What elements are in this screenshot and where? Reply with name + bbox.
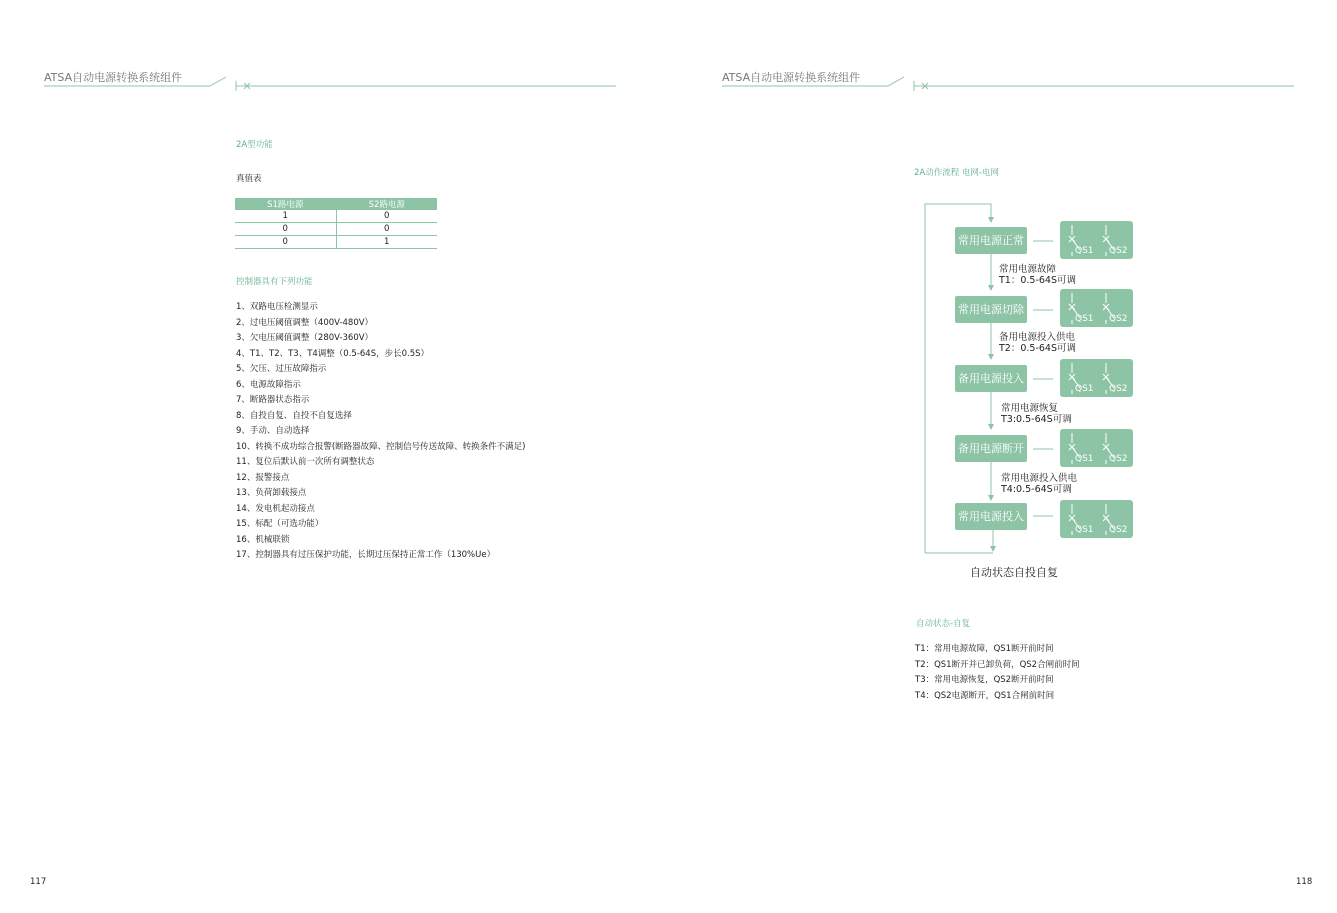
list-item: 2、过电压阈值调整（400V-480V）	[236, 317, 374, 328]
table-cell: 1	[235, 210, 336, 223]
switch-label: QS1	[1075, 525, 1094, 535]
truth-table-header: S2路电源	[336, 198, 437, 210]
left-page-header: ATSA自动电源转换系统组件	[44, 71, 183, 84]
transition-time: T4:0.5-64S可调	[1001, 484, 1072, 495]
switch-symbol	[1060, 359, 1133, 397]
list-item: 12、报警接点	[236, 472, 290, 483]
list-item: 6、电源故障指示	[236, 379, 301, 390]
transition-time: T1：0.5-64S可调	[999, 275, 1077, 286]
switch-symbol	[1060, 221, 1133, 259]
switch-diagram	[1060, 289, 1133, 327]
transition-time: T2：0.5-64S可调	[999, 343, 1077, 354]
flow-state-box: 常用电源正常	[955, 227, 1027, 254]
list-item: 9、手动、自动选择	[236, 426, 310, 436]
list-item: 1、双路电压检测显示	[236, 302, 318, 312]
list-item: 16、机械联锁	[236, 534, 290, 545]
switch-label: QS2	[1109, 454, 1128, 464]
list-item: 7、断路器状态指示	[236, 395, 310, 405]
list-item: 3、欠电压阈值调整（280V-360V）	[236, 333, 374, 343]
page-number-left: 117	[30, 877, 47, 887]
list-item: T4：QS2电源断开，QS1合闸前时间	[915, 690, 1055, 701]
flow-title: 2A动作流程 电网-电网	[914, 168, 999, 178]
switch-diagram	[1060, 500, 1133, 538]
switch-symbol	[1060, 500, 1133, 538]
list-item: 11、复位后默认前一次所有调整状态	[236, 457, 375, 467]
list-item: 4、T1、T2、T3、T4调整（0.5-64S，步长0.5S）	[236, 348, 430, 359]
list-item: T1：常用电源故障，QS1断开前时间	[915, 644, 1054, 654]
switch-label: QS2	[1109, 384, 1128, 394]
table-cell: 0	[336, 223, 437, 236]
table-cell: 0	[336, 210, 437, 223]
transition-label	[999, 264, 1076, 286]
loop-caption: 自动状态自投自复	[970, 566, 1058, 579]
list-item: 5、欠压、过压故障指示	[236, 364, 327, 374]
list-item: 15、标配（可选功能）	[236, 519, 324, 529]
transition-label	[1001, 473, 1077, 495]
switch-diagram	[1060, 429, 1133, 467]
table-cell: 0	[235, 236, 336, 249]
page-number-right: 118	[1296, 877, 1313, 887]
switch-label: QS2	[1109, 525, 1128, 535]
switch-label: QS1	[1075, 246, 1094, 256]
list-item: 10、转换不成功综合报警(断路器故障、控制信号传送故障、转换条件不满足)	[236, 441, 526, 452]
transition-event: 常用电源恢复	[1001, 403, 1059, 414]
notes-title: 自动状态-自复	[916, 619, 971, 629]
flow-state-box: 备用电源断开	[955, 435, 1027, 462]
table-cell: 1	[336, 236, 437, 249]
section-title: 2A型功能	[236, 140, 273, 150]
flow-state-box: 备用电源投入	[955, 365, 1027, 392]
list-item: T3：常用电源恢复，QS2断开前时间	[915, 675, 1054, 685]
table-cell: 0	[235, 223, 336, 236]
truth-table-header: S1路电源	[235, 198, 336, 210]
transition-time: T3:0.5-64S可调	[1001, 414, 1072, 425]
switch-label: QS2	[1109, 314, 1128, 324]
functions-title: 控制器具有下列功能	[236, 277, 313, 287]
switch-label: QS1	[1075, 454, 1094, 464]
list-item: 17、控制器具有过压保护功能，长期过压保持正常工作（130%Ue）	[236, 550, 496, 560]
flow-state-box: 常用电源切除	[955, 296, 1027, 323]
list-item: T2：QS1断开并已卸负荷，QS2合闸前时间	[915, 659, 1080, 670]
transition-event: 备用电源投入供电	[999, 332, 1076, 343]
list-item: 8、自投自复、自投不自复选择	[236, 410, 352, 421]
transition-label	[1001, 403, 1072, 425]
flow-state-box: 常用电源投入	[955, 503, 1027, 530]
transition-label	[999, 332, 1076, 354]
switch-label: QS1	[1075, 384, 1094, 394]
switch-label: QS1	[1075, 314, 1094, 324]
switch-diagram	[1060, 359, 1133, 397]
switch-symbol	[1060, 429, 1133, 467]
notes-list	[915, 642, 1080, 704]
truth-table-label: 真值表	[236, 174, 262, 184]
switch-label: QS2	[1109, 246, 1128, 256]
transition-event: 常用电源故障	[999, 264, 1057, 275]
switch-symbol	[1060, 289, 1133, 327]
list-item: 14、发电机起动接点	[236, 503, 315, 514]
transition-event: 常用电源投入供电	[1001, 473, 1078, 484]
list-item: 13、负荷卸载接点	[236, 488, 307, 498]
switch-diagram	[1060, 221, 1133, 259]
right-page-header: ATSA自动电源转换系统组件	[722, 71, 861, 84]
